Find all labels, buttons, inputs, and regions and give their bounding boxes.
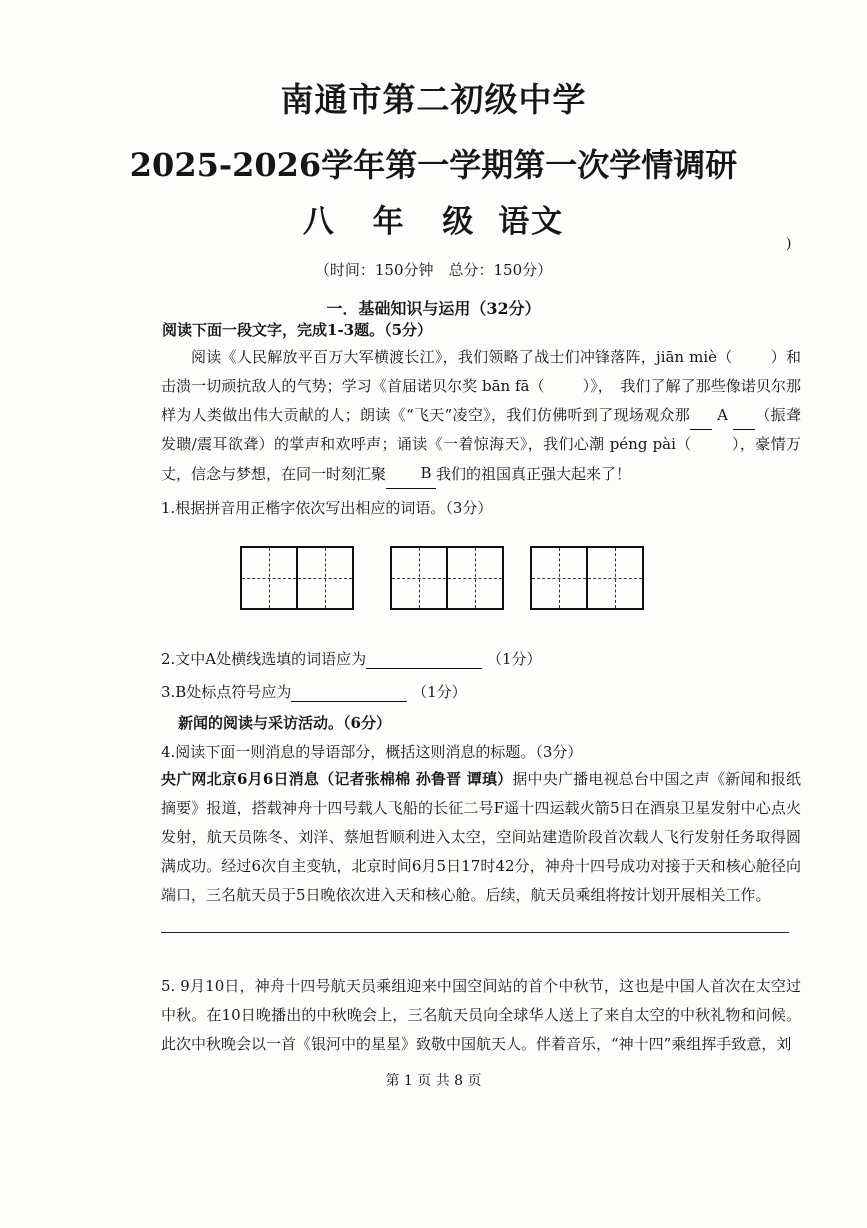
answer-grid-3[interactable] xyxy=(530,546,644,610)
question-2-text: 2.文中A处横线选填的词语应为 xyxy=(161,650,367,668)
blank-a-left[interactable] xyxy=(690,429,712,430)
question-3-answer-line[interactable] xyxy=(291,701,407,702)
question-3 xyxy=(161,681,467,702)
grade-label: 八 年 级 xyxy=(302,204,488,240)
blank-b[interactable] xyxy=(386,459,436,489)
question-2 xyxy=(161,648,541,669)
question-1: 1.根据拼音用正楷字依次写出相应的词语。（3分） xyxy=(161,499,493,517)
news-body: 据中央广播电视总台中国之声《新闻和报纸摘要》报道，搭载神舟十四号载人飞船的长征二号F遥十四运载火箭5日在酒泉卫星发射中心点火发射，航天员陈冬、刘洋、蔡旭哲顺利进入太空，空间站建造阶段首次载人飞行发射任务取得圆满成功。经过6次自主变轨，北京时间6月5日17时42分，神舟十四号成功对接于天和核心舱径向端口，三名航天员于5日晚依次进入天和核心舱。后续，航天员乘组将按计划开展相关工作。 xyxy=(161,770,801,904)
section-title: 一．基础知识与运用（32分） xyxy=(326,299,541,318)
passage-part-5: ），豪情万丈，信念与梦想，在同一时刻汇聚 xyxy=(161,435,801,483)
question-4-answer-line[interactable] xyxy=(161,932,789,933)
question-3-text: 3.B处标点符号应为 xyxy=(161,683,292,701)
reading-passage xyxy=(161,343,801,489)
passage-part-4: （振聋发聩/震耳欲聋）的掌声和欢呼声；诵读《一着惊海天》，我们心潮 péng pài（ xyxy=(161,406,801,453)
answer-grid-1[interactable] xyxy=(240,546,354,610)
exam-title: 2025-2026学年第一学期第一次学情调研 xyxy=(129,146,738,184)
school-title: 南通市第二初级中学 xyxy=(280,80,587,119)
question-5: 5. 9月10日，神舟十四号航天员乘组迎来中国空间站的首个中秋节，这也是中国人首次在太空过中秋。在10日晚播出的中秋晚会上，三名航天员向全球华人送上了来自太空的中秋礼物和问候。此次中秋晚会以一首《银河中的星星》致敬中国航天人。伴着音乐，“神十四”乘组挥手致意，刘 xyxy=(161,977,801,1053)
passage-part-1: 阅读《人民解放平百万大军横渡长江》，我们领略了战士们冲锋落阵，jiān miè（ xyxy=(191,348,733,366)
blank-a-right[interactable] xyxy=(733,429,755,430)
news-lead xyxy=(161,765,801,910)
exam-meta: （时间：150分钟 总分：150分） xyxy=(314,261,553,279)
passage-part-3: ）》， 我们了解了那些像诺贝尔那样为人类做出伟大贡献的人；朗读《“飞天”凌空》，我们仿佛听到了现场观众那 xyxy=(161,377,801,424)
question-3-score: （1分） xyxy=(412,683,467,701)
subject-label: 语文 xyxy=(498,204,565,240)
reading-instruction: 阅读下面一段文字，完成1-3题。（5分） xyxy=(162,321,433,339)
page-footer: 第 1 页 共 8 页 xyxy=(385,1073,482,1089)
label-b: B xyxy=(420,464,432,482)
news-byline: 央广网北京6月6日消息（记者张棉棉 孙鲁晋 谭瑱） xyxy=(161,770,513,788)
answer-grid-2[interactable] xyxy=(390,546,504,610)
question-2-score: （1分） xyxy=(486,650,542,668)
label-a: A xyxy=(717,406,728,424)
grade-subject-title xyxy=(0,196,867,241)
passage-part-2: ）和击溃一切顽抗敌人的气势；学习《首届诺贝尔奖 bān fā（ xyxy=(161,348,801,395)
question-2-answer-line[interactable] xyxy=(366,668,482,669)
corner-mark: ) xyxy=(786,236,792,252)
question-4: 4.阅读下面一则消息的导语部分，概括这则消息的标题。（3分） xyxy=(161,743,583,761)
passage-part-6: 我们的祖国真正强大起来了！ xyxy=(436,465,632,483)
news-heading: 新闻的阅读与采访活动。（6分） xyxy=(178,714,391,732)
